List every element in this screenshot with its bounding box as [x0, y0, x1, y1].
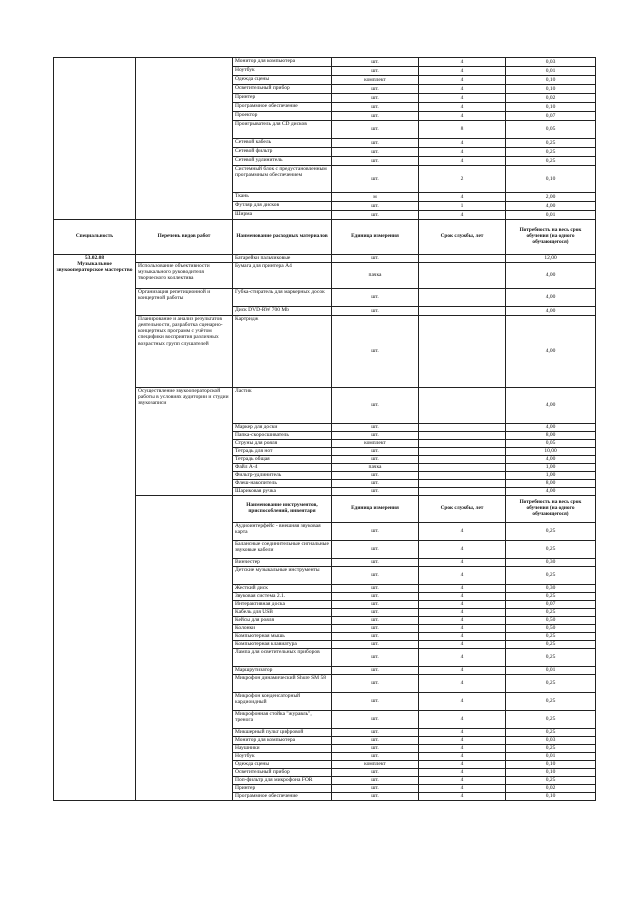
tool-unit: шт.	[332, 769, 419, 777]
tool-name: Интерактивная доска	[233, 601, 332, 609]
tool-term: 4	[419, 559, 506, 567]
tool-need: 0,25	[506, 649, 596, 667]
tool-unit: шт.	[332, 777, 419, 785]
consumable-need: 8,00	[506, 432, 596, 440]
tool-term: 4	[419, 777, 506, 785]
consumable-name: Тетрадь общая	[233, 456, 332, 464]
item-term: 4	[419, 193, 506, 202]
item-term: 4	[419, 148, 506, 157]
consumable-name: Губка-стиратель для маркерных досок	[233, 289, 332, 307]
tool-term: 4	[419, 601, 506, 609]
item-term: 2	[419, 166, 506, 193]
consumable-term	[419, 448, 506, 456]
tool-name: Детские музыкальные инструменты	[233, 567, 332, 585]
consumable-name: Флеш-накопитель	[233, 480, 332, 488]
tool-need: 0,25	[506, 777, 596, 785]
item-term: 4	[419, 112, 506, 121]
item-term: 8	[419, 121, 506, 139]
tool-unit: шт.	[332, 737, 419, 745]
works-cell-blank	[136, 255, 233, 263]
item-need: 0,10	[506, 166, 596, 193]
tool-need: 0,25	[506, 609, 596, 617]
header-tools-unit: Единица измерения	[332, 496, 419, 523]
tool-name: Компьютерная мышь	[233, 633, 332, 641]
tool-name: Звуковая система 2.1.	[233, 593, 332, 601]
consumable-need: 4,00	[506, 424, 596, 432]
item-name: Принтер	[233, 94, 332, 103]
tool-name: Кабель для USB	[233, 609, 332, 617]
header-tools-need: Потребность на весь срок обучения (на одного обучающегося)	[506, 496, 596, 523]
tool-term: 4	[419, 793, 506, 801]
consumable-name: Шариковая ручка	[233, 488, 332, 496]
tool-name: Осветительный прибор	[233, 769, 332, 777]
tool-need: 0,25	[506, 593, 596, 601]
tool-term: 4	[419, 753, 506, 761]
materials-table	[53, 57, 596, 801]
item-unit: шт.	[332, 202, 419, 211]
consumable-unit: шт.	[332, 472, 419, 480]
tool-unit: шт.	[332, 675, 419, 693]
item-unit: шт.	[332, 94, 419, 103]
tool-term: 4	[419, 649, 506, 667]
consumable-term	[419, 472, 506, 480]
item-unit: м	[332, 193, 419, 202]
consumable-need: 4,00	[506, 263, 596, 289]
tool-need: 0,25	[506, 711, 596, 729]
consumable-name: Батарейки пальчиковые	[233, 255, 332, 263]
tool-unit: шт.	[332, 567, 419, 585]
item-need: 0,10	[506, 76, 596, 85]
item-name: Системный блок с предустановленным программным обеспечением	[233, 166, 332, 193]
consumable-unit: шт.	[332, 388, 419, 424]
item-need: 0,25	[506, 148, 596, 157]
tool-need: 0,02	[506, 785, 596, 793]
tool-name: Микрофонная стойка "журавль", тренога	[233, 711, 332, 729]
tool-term: 4	[419, 745, 506, 753]
tool-name: Программное обеспечение	[233, 793, 332, 801]
item-unit: шт.	[332, 67, 419, 76]
tool-unit: шт.	[332, 649, 419, 667]
consumable-unit: шт.	[332, 456, 419, 464]
consumable-row	[54, 316, 596, 388]
consumable-unit: шт.	[332, 424, 419, 432]
item-need: 0,25	[506, 139, 596, 148]
works-cell-blank	[136, 58, 233, 220]
tool-unit: шт.	[332, 793, 419, 801]
consumable-name: Ластик	[233, 388, 332, 424]
consumable-need: 1,00	[506, 464, 596, 472]
tool-need: 0,25	[506, 693, 596, 711]
tool-need: 0,30	[506, 585, 596, 593]
item-name: Сетевой кабель	[233, 139, 332, 148]
item-need: 0,01	[506, 211, 596, 220]
item-need: 0,25	[506, 157, 596, 166]
tool-unit: шт.	[332, 641, 419, 649]
consumable-name: Диск DVD-RW 700 Mb	[233, 307, 332, 316]
consumable-row	[54, 289, 596, 307]
header-unit: Единица измерения	[332, 220, 419, 255]
item-unit: шт.	[332, 157, 419, 166]
tool-unit: шт.	[332, 667, 419, 675]
item-term: 4	[419, 103, 506, 112]
consumable-unit: комплект	[332, 440, 419, 448]
tool-name: Принтер	[233, 785, 332, 793]
item-need: 0,05	[506, 121, 596, 139]
consumable-need: 8,00	[506, 480, 596, 488]
consumable-row	[54, 388, 596, 424]
consumable-name: Маркер для доски	[233, 424, 332, 432]
item-name: Осветительный прибор	[233, 85, 332, 94]
item-unit: комплект	[332, 76, 419, 85]
specialty-code: 53.02.08	[84, 255, 105, 261]
item-term: 1	[419, 202, 506, 211]
tool-unit: шт.	[332, 541, 419, 559]
consumables-header-row	[54, 220, 596, 255]
tool-term: 4	[419, 541, 506, 559]
header-specialty: Специальность	[54, 220, 136, 255]
tool-term: 4	[419, 633, 506, 641]
work-type: Организация репетиционной и концертной работы	[136, 289, 233, 316]
tool-unit: шт.	[332, 785, 419, 793]
tool-term: 4	[419, 667, 506, 675]
tool-name: Балансные соединительные сигнальные звуковые кабели	[233, 541, 332, 559]
tool-need: 0,25	[506, 523, 596, 541]
consumable-name: Файл А-4	[233, 464, 332, 472]
item-name: Программное обеспечение	[233, 103, 332, 112]
tool-need: 0,07	[506, 601, 596, 609]
consumable-term	[419, 388, 506, 424]
specialty-name: Музыкальное звукооператорское мастерство	[56, 261, 133, 274]
tool-unit: шт.	[332, 729, 419, 737]
item-name: Проектор	[233, 112, 332, 121]
tool-term: 4	[419, 593, 506, 601]
work-type: Планирование и анализ результатов деятельности, разработка сценарно-концертных программ с учётом специфики восприятия различных возрастных групп слушателей	[136, 316, 233, 388]
item-need: 0,02	[506, 94, 596, 103]
consumable-term	[419, 424, 506, 432]
tool-name: Компьютерная клавиатура	[233, 641, 332, 649]
item-term: 4	[419, 58, 506, 67]
item-name: Футляр для дисков	[233, 202, 332, 211]
header-tools-name: Наименование инструментов, приспособлений, инвентаря	[233, 496, 332, 523]
specialty-cell-blank	[54, 58, 136, 220]
consumable-need: 4,00	[506, 307, 596, 316]
item-unit: шт.	[332, 112, 419, 121]
works-cell-blank	[136, 496, 233, 801]
item-term: 4	[419, 85, 506, 94]
consumable-unit: шт.	[332, 255, 419, 263]
item-name: Проигрыватель для CD дисков	[233, 121, 332, 139]
consumable-term	[419, 456, 506, 464]
item-need: 0,07	[506, 112, 596, 121]
tool-unit: шт.	[332, 633, 419, 641]
tool-unit: шт.	[332, 753, 419, 761]
tool-term: 4	[419, 711, 506, 729]
consumable-term	[419, 263, 506, 289]
tool-unit: шт.	[332, 593, 419, 601]
tool-unit: шт.	[332, 745, 419, 753]
item-need: 0,10	[506, 85, 596, 94]
tool-name: Винчестер	[233, 559, 332, 567]
tool-need: 0,10	[506, 769, 596, 777]
tool-unit: шт.	[332, 559, 419, 567]
consumable-unit: шт.	[332, 432, 419, 440]
tool-name: Колонки	[233, 625, 332, 633]
tool-need: 0,01	[506, 753, 596, 761]
consumable-need: 12,00	[506, 255, 596, 263]
header-name: Наименование расходных материалов	[233, 220, 332, 255]
tool-term: 4	[419, 641, 506, 649]
consumable-row	[54, 263, 596, 289]
consumable-term	[419, 488, 506, 496]
tool-name: Аудиоинтерфейс - внешняя звуковая карта	[233, 523, 332, 541]
tool-unit: шт.	[332, 625, 419, 633]
tool-term: 4	[419, 617, 506, 625]
tool-term: 4	[419, 625, 506, 633]
tool-need: 0,10	[506, 793, 596, 801]
item-unit: шт.	[332, 139, 419, 148]
consumable-name: Фильтр-удлинитель	[233, 472, 332, 480]
consumable-term	[419, 316, 506, 388]
consumable-need: 4,00	[506, 289, 596, 307]
specialty-cell	[54, 255, 136, 801]
consumable-need: 1,00	[506, 472, 596, 480]
item-unit: шт.	[332, 148, 419, 157]
item-name: Ширма	[233, 211, 332, 220]
tool-name: Микрофон динамический Shure SM 58	[233, 675, 332, 693]
item-unit: шт.	[332, 58, 419, 67]
tool-unit: шт.	[332, 609, 419, 617]
tool-name: Микрофон конденсаторный кардиоидный	[233, 693, 332, 711]
work-type: Осуществление звукооператорской работы в условиях аудитории и студии звукозаписи	[136, 388, 233, 496]
item-term: 4	[419, 94, 506, 103]
tool-term: 4	[419, 609, 506, 617]
header-need: Потребность на весь срок обучения (на одного обучающегося)	[506, 220, 596, 255]
header-tools-term: Срок службы, лет	[419, 496, 506, 523]
item-term: 4	[419, 139, 506, 148]
tool-term: 4	[419, 567, 506, 585]
tool-unit: шт.	[332, 601, 419, 609]
header-term: Срок службы, лет	[419, 220, 506, 255]
consumable-unit: шт.	[332, 316, 419, 388]
tool-name: Жесткий диск	[233, 585, 332, 593]
tool-term: 4	[419, 523, 506, 541]
tool-unit: комплект	[332, 761, 419, 769]
consumable-need: 10,00	[506, 448, 596, 456]
consumable-term	[419, 440, 506, 448]
consumable-unit: пачка	[332, 464, 419, 472]
item-name: Сетевой фильтр	[233, 148, 332, 157]
tool-need: 0,50	[506, 625, 596, 633]
item-need: 0,03	[506, 58, 596, 67]
tool-term: 4	[419, 769, 506, 777]
tool-unit: шт.	[332, 711, 419, 729]
consumable-need: 0,05	[506, 440, 596, 448]
consumable-unit: шт.	[332, 289, 419, 307]
consumable-unit: шт.	[332, 480, 419, 488]
tool-name: Кейсы для рояля	[233, 617, 332, 625]
consumable-unit: шт.	[332, 448, 419, 456]
item-term: 4	[419, 211, 506, 220]
item-unit: шт.	[332, 121, 419, 139]
tool-name: Наушники	[233, 745, 332, 753]
item-term: 4	[419, 76, 506, 85]
item-name: Ноутбук	[233, 67, 332, 76]
tool-term: 4	[419, 675, 506, 693]
consumable-term	[419, 464, 506, 472]
consumable-term	[419, 307, 506, 316]
item-term: 4	[419, 67, 506, 76]
item-name: Ткань	[233, 193, 332, 202]
tool-term: 4	[419, 729, 506, 737]
item-need: 0,01	[506, 67, 596, 76]
tool-need: 0,25	[506, 745, 596, 753]
item-term: 4	[419, 157, 506, 166]
materials-table-body	[54, 58, 596, 801]
item-name: Одежда сцены	[233, 76, 332, 85]
item-unit: шт.	[332, 103, 419, 112]
tool-need: 0,01	[506, 667, 596, 675]
tool-need: 0,25	[506, 633, 596, 641]
consumable-term	[419, 255, 506, 263]
item-need: 4,00	[506, 202, 596, 211]
tool-need: 0,25	[506, 541, 596, 559]
tool-need: 0,50	[506, 617, 596, 625]
tool-term: 4	[419, 785, 506, 793]
tool-unit: шт.	[332, 693, 419, 711]
consumable-need: 4,00	[506, 456, 596, 464]
tool-need: 0,25	[506, 567, 596, 585]
item-need: 0,10	[506, 103, 596, 112]
consumable-name: Папка-скоросшиватель	[233, 432, 332, 440]
consumable-row	[54, 255, 596, 263]
item-need: 2,00	[506, 193, 596, 202]
tool-name: Маршрутизатор	[233, 667, 332, 675]
item-unit: шт.	[332, 85, 419, 94]
consumable-term	[419, 480, 506, 488]
consumable-name: Картридж	[233, 316, 332, 388]
tool-name: Поп-фильтр для микрофона FOR	[233, 777, 332, 785]
consumable-unit: шт.	[332, 307, 419, 316]
tool-need: 0,10	[506, 761, 596, 769]
consumable-term	[419, 289, 506, 307]
tool-name: Микшерный пульт цифровой	[233, 729, 332, 737]
consumable-name: Бумага для принтера А4	[233, 263, 332, 289]
consumable-need: 4,00	[506, 388, 596, 424]
consumable-name: Струны для рояля	[233, 440, 332, 448]
tool-need: 0,30	[506, 559, 596, 567]
consumable-unit: шт.	[332, 488, 419, 496]
consumable-term	[419, 432, 506, 440]
tool-unit: шт.	[332, 585, 419, 593]
tool-unit: шт.	[332, 523, 419, 541]
tool-need: 0,25	[506, 641, 596, 649]
item-unit: шт.	[332, 211, 419, 220]
consumable-unit: пачка	[332, 263, 419, 289]
tool-unit: шт.	[332, 617, 419, 625]
item-unit: шт.	[332, 166, 419, 193]
tool-need: 0,25	[506, 675, 596, 693]
consumable-need: 4,00	[506, 488, 596, 496]
tool-name: Ноутбук	[233, 753, 332, 761]
item-name: Сетевой удлинитель	[233, 157, 332, 166]
tool-need: 0,03	[506, 737, 596, 745]
consumable-need: 4,00	[506, 316, 596, 388]
tool-need: 0,25	[506, 729, 596, 737]
item-name: Монитор для компьютера	[233, 58, 332, 67]
tool-name: Лампа для осветительных приборов	[233, 649, 332, 667]
consumable-name: Тетрадь для нот	[233, 448, 332, 456]
tools-header-row	[54, 496, 596, 523]
tool-term: 4	[419, 693, 506, 711]
tool-term: 4	[419, 761, 506, 769]
tool-term: 4	[419, 585, 506, 593]
work-type: Использование объективности музыкального руководителя творческого коллектива	[136, 263, 233, 289]
header-works: Перечень видов работ	[136, 220, 233, 255]
equipment-row	[54, 58, 596, 67]
tool-name: Монитор для компьютера	[233, 737, 332, 745]
tool-name: Одежда сцены	[233, 761, 332, 769]
tool-term: 4	[419, 737, 506, 745]
